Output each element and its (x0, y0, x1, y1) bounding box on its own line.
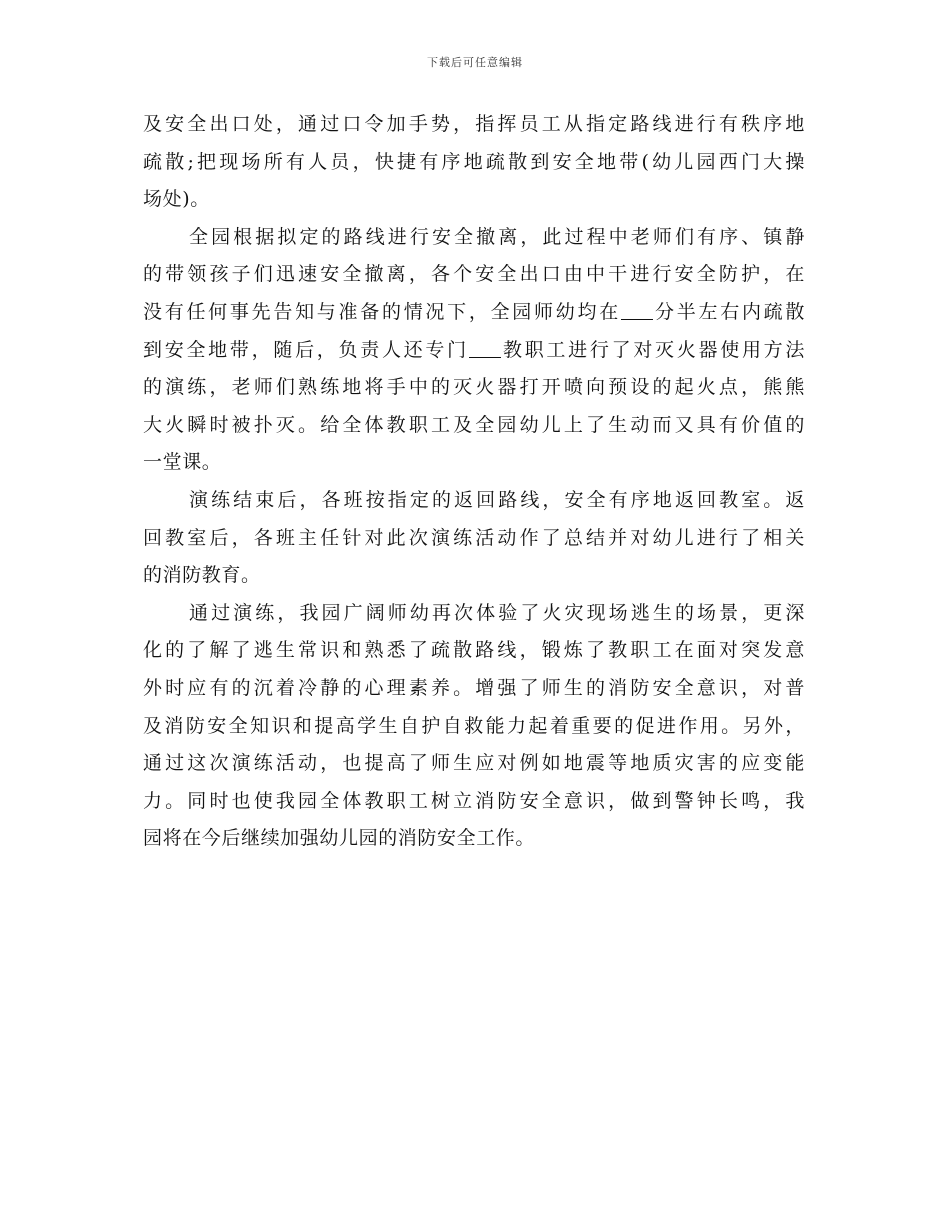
text-line: 回教室后，各班主任针对此次演练活动作了总结并对幼儿进行了相关 (143, 526, 805, 549)
text-segment: 没有任何事先告知与准备的情况下，全园师幼均在 (143, 300, 621, 323)
paragraph-1 (143, 106, 805, 219)
page-header-note: 下载后可任意编辑 (427, 56, 523, 69)
text-line: 的消防教育。 (143, 564, 261, 587)
document-body (143, 106, 805, 858)
text-segment: 到安全地带，随后，负责人还专门 (143, 338, 469, 361)
text-line: 外时应有的沉着冷静的心理素养。增强了师生的消防安全意识，对普 (143, 676, 805, 699)
text-line: 及消防安全知识和提高学生自护自救能力起着重要的促进作用。另外， (143, 714, 805, 737)
text-line: 的带领孩子们迅速安全撤离，各个安全出口由中干进行安全防护，在 (143, 263, 805, 286)
fill-in-blank (621, 300, 653, 320)
text-line: 疏散;把现场所有人员，快捷有序地疏散到安全地带(幼儿园西门大操 (143, 150, 805, 173)
text-line: 化的了解了逃生常识和熟悉了疏散路线，锻炼了教职工在面对突发意 (143, 639, 805, 662)
paragraph-2 (143, 219, 805, 482)
text-line-with-blank (143, 332, 805, 370)
paragraph-3 (143, 482, 805, 595)
text-line: 园将在今后继续加强幼儿园的消防安全工作。 (143, 827, 536, 850)
text-line: 演练结束后，各班按指定的返回路线，安全有序地返回教室。返 (189, 488, 805, 511)
text-line: 一堂课。 (143, 451, 222, 474)
text-line: 通过演练，我园广阔师幼再次体验了火灾现场逃生的场景，更深 (189, 601, 805, 624)
text-line: 全园根据拟定的路线进行安全撤离，此过程中老师们有序、镇静 (189, 225, 805, 248)
paragraph-4 (143, 595, 805, 858)
text-line: 力。同时也使我园全体教职工树立消防安全意识，做到警钟长鸣，我 (143, 789, 805, 812)
text-line-with-blank (143, 294, 805, 332)
text-line: 通过这次演练活动，也提高了师生应对例如地震等地质灾害的应变能 (143, 752, 805, 775)
text-segment: 分半左右内疏散 (652, 300, 806, 323)
text-line: 及安全出口处，通过口令加手势，指挥员工从指定路线进行有秩序地 (143, 113, 805, 135)
text-line: 场处)。 (143, 188, 210, 211)
text-line: 大火瞬时被扑灭。给全体教职工及全园幼儿上了生动而又具有价值的 (143, 413, 805, 436)
text-segment: 教职工进行了对灭火器使用方法 (500, 338, 805, 361)
text-line: 的演练，老师们熟练地将手中的灭火器打开喷向预设的起火点，熊熊 (143, 376, 805, 399)
fill-in-blank (469, 338, 501, 358)
